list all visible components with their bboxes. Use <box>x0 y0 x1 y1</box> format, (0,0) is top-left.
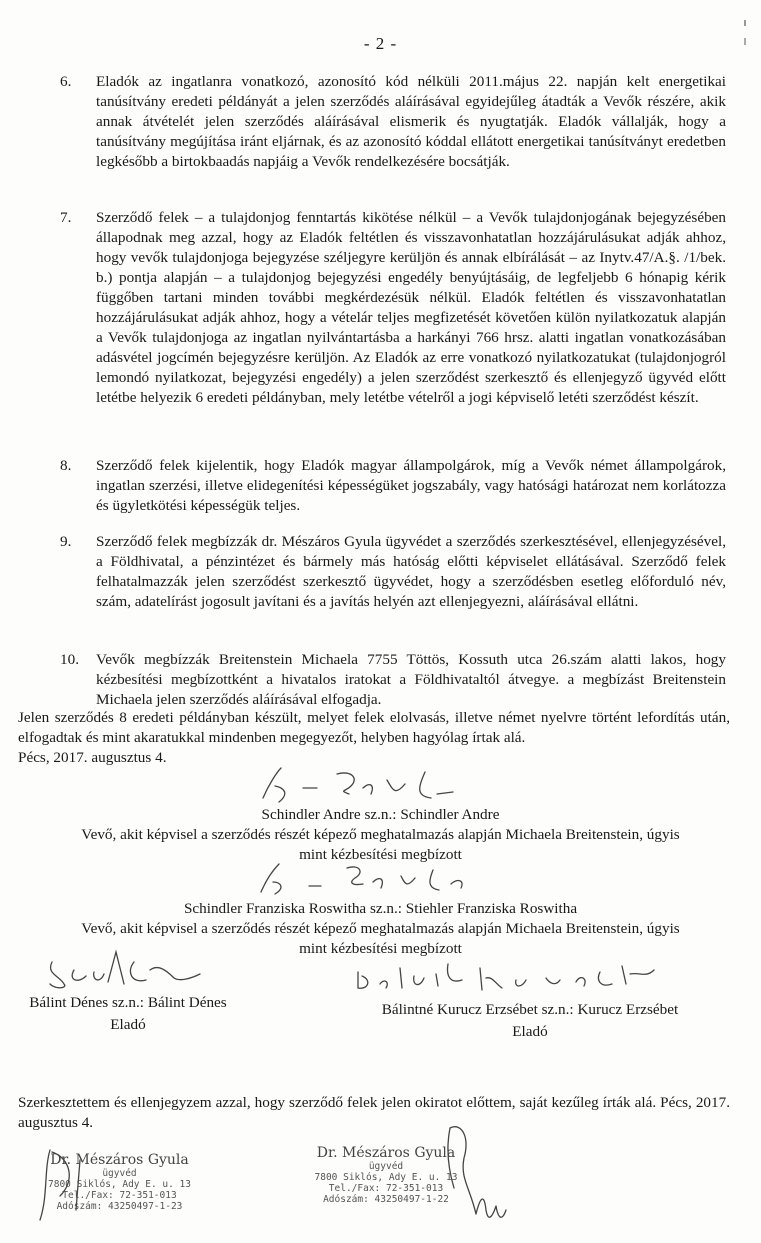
buyer2-name: Schindler Franziska Roswitha sz.n.: Stiehler Franziska Roswitha <box>183 900 578 917</box>
buyer1-role-cont: mint kézbesítési megbízott <box>299 846 462 863</box>
signature-lawyer-2 <box>440 1118 520 1238</box>
stamp-tax: Adószám: 43250497-1-23 <box>56 1201 183 1212</box>
buyer2-role-cont: mint kézbesítési megbízott <box>299 940 462 957</box>
clause-number: 7. <box>60 209 72 226</box>
signature-schindler-andre <box>255 764 485 808</box>
clause-7 <box>60 208 726 408</box>
seller1-name: Bálint Dénes sz.n.: Bálint Dénes <box>29 994 227 1011</box>
clause-10 <box>60 650 726 710</box>
clause-text: Szerződő felek – a tulajdonjog fenntartás kikötése nélkül – a Vevők tulajdonjogának bejegyzésében állapodnak meg azzal, hogy az Eladók feltétlen és visszavonhatatlan hozzájárulásukat adják ahhoz, hogy vevők tulajdonjoga bejegyzése széljegyre kerüljön és annak elbírálását – az Inytv.47/A.§. /1/bek. b.) pontja alapján – a tulajdonjog bejegyzési engedély benyújtásáig, de legfeljebb 6 hónapig kérik függőben tartani minden további megkérdezésük nélkül. Eladók feltétlen és visszavonhatatlan hozzájárulásukat adják ahhoz, hogy a vételár teljes megfizetését követően külön nyilatkozatuk alapján a Vevők tulajdonjoga az ingatlan nyilvántartásba a harkányi 766 hrsz. alatti ingatlan vonatkozásában adásvétel jogcímén bejegyzésre kerüljön. Az Eladók az erre vonatkozó nyilatkozatukat (tulajdonjogról lemondó nyilatkozat, bejegyzési engedély) a jelen szerződést szerkesztő és ellenjegyző ügyvéd előtt letétbe helyezik 6 eredeti példányban, mely letétbe vételről a jogi képviselő letéti szerződést készít. <box>96 209 726 406</box>
buyer1-name: Schindler Andre sz.n.: Schindler Andre <box>261 806 500 823</box>
clause-text: Szerződő felek megbízzák dr. Mészáros Gyula ügyvédet a szerződés szerkesztésével, ellenjegyzésével, a Földhivatal, a pénzintézet és bármely más hatóság előtti képviselet ellátásával. Szerződő felek felhatalmazzák jelen szerződést szerkesztő ügyvédet, hogy a szerződésben esetleg előforduló név, szám, adatelírást jogosult javítani és a javítás helyén azt ellenjegyezni, aláírásával ellátni. <box>96 533 726 610</box>
clause-number: 10. <box>60 651 79 668</box>
signature-schindler-franziska <box>255 856 495 900</box>
buyer2-role: Vevő, akit képvisel a szerződés részét képező meghatalmazás alapján Michaela Breitenstein, úgyis <box>81 920 680 937</box>
stamp-address: 7800 Siklós, Ady E. u. 13 <box>314 1172 458 1183</box>
signature-lawyer-1 <box>30 1140 120 1230</box>
seller2-name: Bálintné Kurucz Erzsébet sz.n.: Kurucz Erzsébet <box>381 1001 679 1018</box>
signature-balintne-kurucz <box>350 950 690 996</box>
place-date: Pécs, 2017. augusztus 4. <box>18 749 167 766</box>
clause-number: 9. <box>60 533 72 550</box>
page-number: - 2 - <box>363 34 398 53</box>
stamp-phone: Tel./Fax: 72-351-013 <box>62 1190 177 1201</box>
stamp-name: Dr. Mészáros Gyula <box>50 1152 189 1168</box>
stamp-address: 7800 Siklós, Ady E. u. 13 <box>48 1179 191 1190</box>
attestation-statement: Szerkesztettem és ellenjegyzem azzal, hogy szerződő felek jelen okiratot előttem, saját kezűleg írták alá. Pécs, 2017. augusztus 4. <box>18 1094 730 1131</box>
stamp-tax: Adószám: 43250497-1-22 <box>323 1194 449 1205</box>
signature-balint-denes <box>42 944 242 994</box>
stamp-name: Dr. Mészáros Gyula <box>316 1145 456 1161</box>
clause-number: 6. <box>60 73 72 90</box>
clause-number: 8. <box>60 457 72 474</box>
stamp-title: ügyvéd <box>102 1168 137 1179</box>
buyer1-role: Vevő, akit képvisel a szerződés részét képező meghatalmazás alapján Michaela Breitenstein, úgyis <box>81 826 680 843</box>
clause-text: Szerződő felek kijelentik, hogy Eladók magyar állampolgárok, míg a Vevők német állampolgárok, ingatlan szerzési, illetve elidegenítési képességüket jogszabály, vagy hatósági határozat nem korlátozza és ügyletkötési képességük teljes. <box>96 457 726 514</box>
clause-9 <box>60 532 726 612</box>
clause-text: Eladók az ingatlanra vonatkozó, azonosító kód nélküli 2011.május 22. napján kelt energetikai tanúsítvány eredeti példányát a jelen szerződés aláírásával egyidejűleg átadták a Vevők részére, akik annak átvételét jelen szerződés aláírásával elismerik és nyugtatják. Eladók vállalják, hogy a tanúsítvány megújítása iránt eljárnak, és az azonosító kóddal ellátott energetikai tanúsítványt eredetben legkésőbb a birtokbaadás napjáig a Vevők rendelkezésére bocsátják. <box>96 73 726 170</box>
clause-text: Vevők megbízzák Breitenstein Michaela 7755 Töttös, Kossuth utca 26.szám alatti lakos, hogy kézbesítési megbízottként a hivatalos iratokat a Földhivataltól átvegye. a megbízást Breitenstein Michaela jelen szerződés aláírásával elfogadja. <box>96 651 726 708</box>
stamp-title: ügyvéd <box>368 1161 404 1172</box>
closing-statement: Jelen szerződés 8 eredeti példányban készült, melyet felek elolvasás, illetve német nyelvre történt lefordítás után, elfogadtak és mint akaratukkal mindenben megegyezőt, helyben hagyólag írtak alá. <box>18 709 730 746</box>
seller1-role: Eladó <box>110 1016 146 1033</box>
seller2-role: Eladó <box>512 1023 548 1040</box>
stamp-phone: Tel./Fax: 72-351-013 <box>328 1183 444 1194</box>
clause-8 <box>60 456 726 516</box>
clause-6 <box>60 72 726 172</box>
